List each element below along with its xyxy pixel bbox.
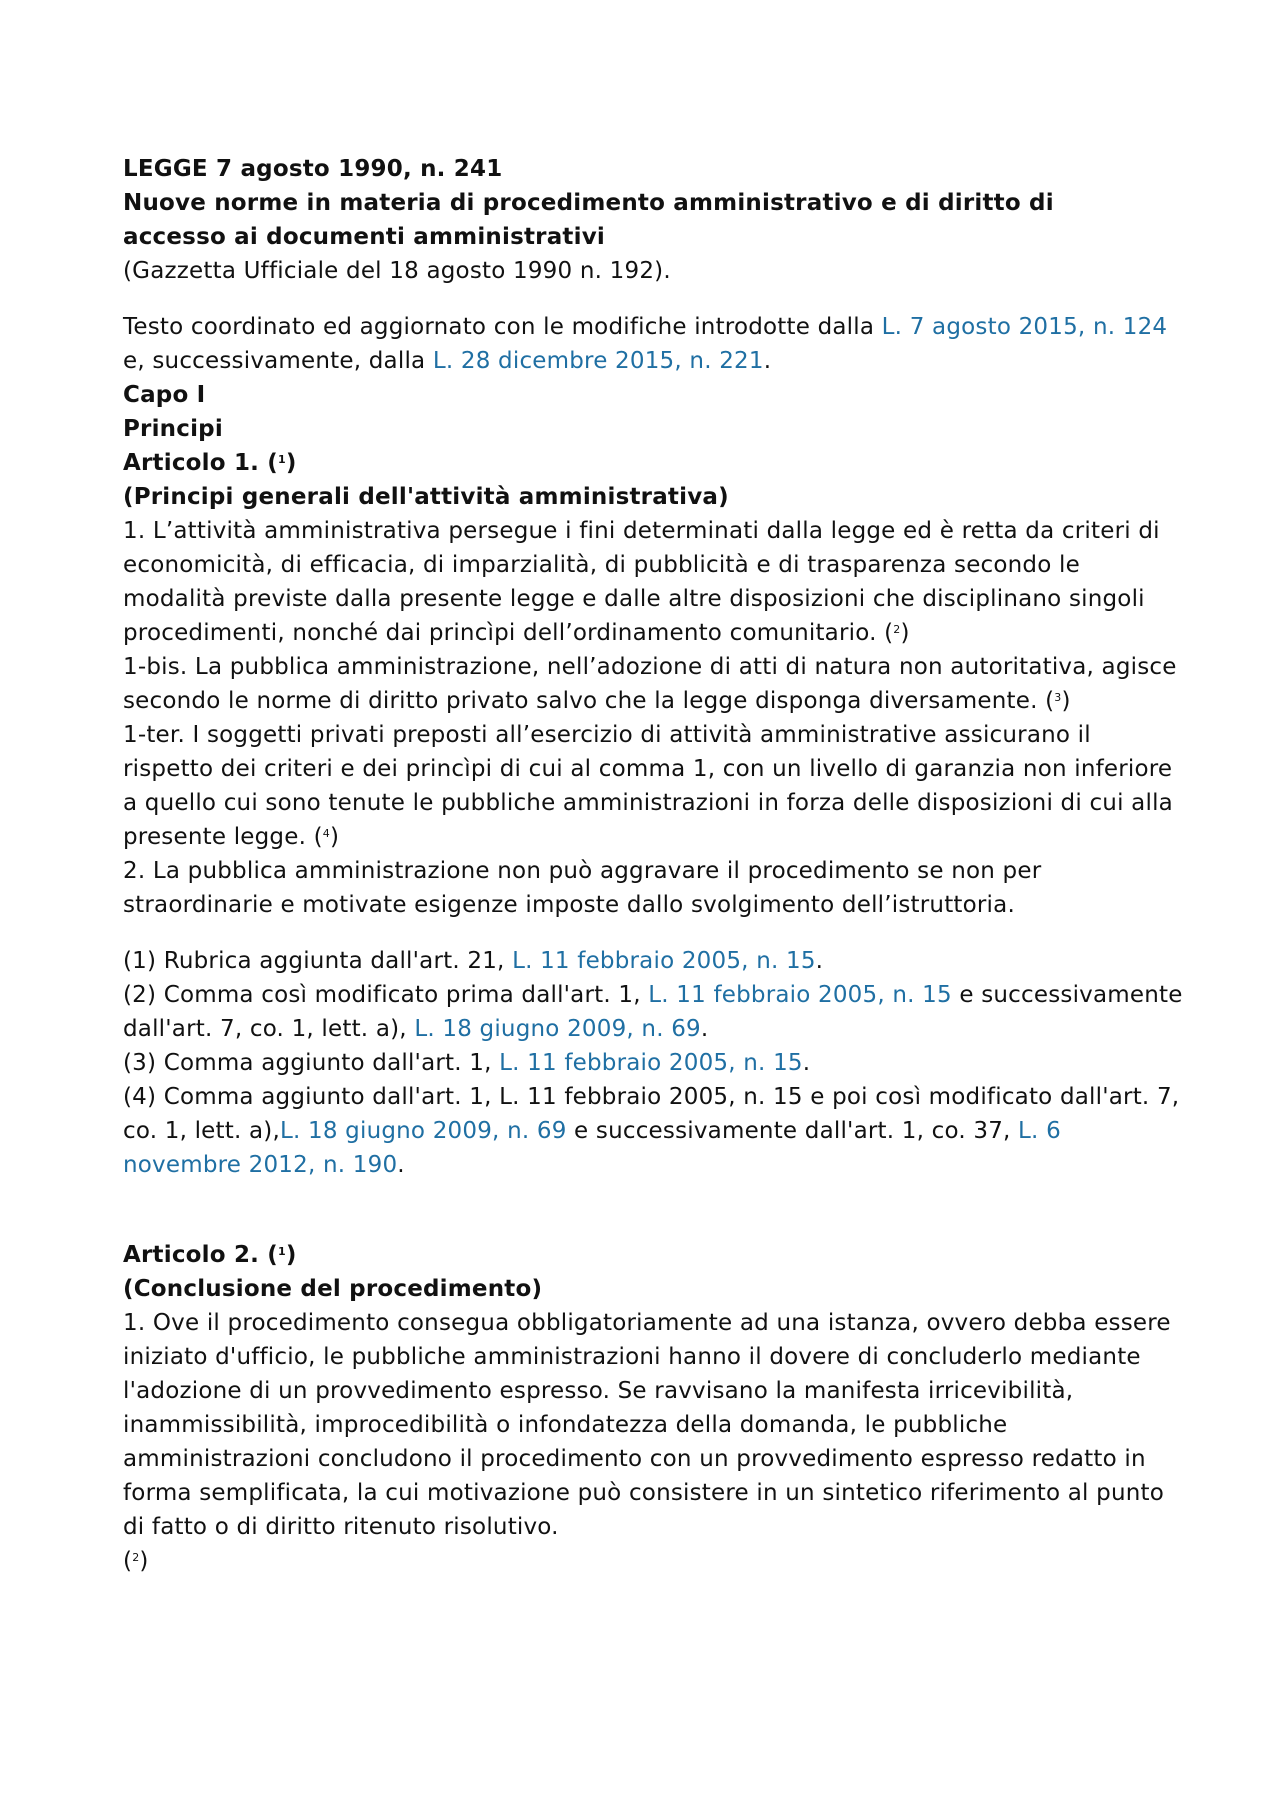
article-2-comma-1-close: ) [139,1548,149,1574]
article-1-heading-text: Articolo 1. ( [123,450,279,476]
article-2-subtitle: (Conclusione del procedimento) [123,1276,543,1302]
footnote-3 [123,1046,1183,1080]
article-2-heading [123,1238,1183,1272]
footnote-2 [123,978,1183,1046]
article-1-heading-close: ) [285,450,297,476]
comma-1ter-close: ) [329,824,340,850]
footnote-3-link[interactable]: L. 11 febbraio 2005, n. 15 [499,1050,803,1076]
article-1-footnote-ref[interactable]: 1 [278,453,286,466]
intro-paragraph [123,310,1183,378]
article-1-heading [123,446,1183,480]
footnote-4-dot: . [397,1152,405,1178]
law-subject-line-2: accesso ai documenti amministrativi [123,224,605,250]
comma-1-footnote-ref[interactable]: 2 [893,623,901,636]
footnote-4 [123,1080,1183,1182]
law-subject-line-1: Nuove norme in materia di procedimento amministrativo e di diritto di [123,190,1054,216]
article-2-heading-close: ) [285,1242,297,1268]
article-2-comma-1-text: 1. Ove il procedimento consegua obbligatoriamente ad una istanza, ovvero debba essere iniziato d'ufficio, le pubbliche amministrazioni hanno il dovere di concluderlo mediante l'adozione di un provvedimento espresso. Se ravvisano la manifesta irricevibilità, inammissibilità, improcedibilità o infondatezza della domanda, le pubbliche amministrazioni concludono il procedimento con un provvedimento espresso redatto in forma semplificata, la cui motivazione può consistere in un sintetico riferimento al punto di fatto o di diritto ritenuto risolutivo. [123,1310,1171,1540]
gazette-reference: (Gazzetta Ufficiale del 18 agosto 1990 n. 192). [123,258,671,284]
article-2-comma-1-open: ( [123,1548,133,1574]
comma-1bis-footnote-ref[interactable]: 3 [1054,691,1062,704]
article-1-comma-1ter [123,718,1183,854]
article-2-comma-1 [123,1306,1183,1578]
article-1-comma-1bis [123,650,1183,718]
intro-text-3: . [763,348,772,374]
footnote-3-dot: . [802,1050,811,1076]
article-1-comma-1 [123,514,1183,650]
intro-text-1: Testo coordinato ed aggiornato con le modifiche introdotte dalla [123,314,882,340]
footnote-2-mid: e successivamente dall'art. 7, co. 1, lett. a), [123,982,1183,1042]
comma-1ter-footnote-ref[interactable]: 4 [322,827,330,840]
document-page [123,152,1183,1578]
comma-1bis-text: 1-bis. La pubblica amministrazione, nell’adozione di atti di natura non autoritativa, agisce secondo le norme di diritto privato salvo che la legge disponga diversamente. ( [123,654,1177,714]
footnote-2-dot: . [700,1016,709,1042]
article-1-comma-2: 2. La pubblica amministrazione non può aggravare il procedimento se non per straordinarie e motivate esigenze imposte dallo svolgimento dell’istruttoria. [123,858,1042,918]
footnote-2-link-1[interactable]: L. 11 febbraio 2005, n. 15 [648,982,952,1008]
chapter-name: Principi [123,416,223,442]
article-2-heading-text: Articolo 2. ( [123,1242,279,1268]
footnote-1 [123,944,1183,978]
footnote-4-link-2[interactable]: L. 6 novembre 2012, n. 190 [123,1118,1061,1178]
article-2-footnote-ref[interactable]: 1 [278,1245,286,1258]
footnote-1-text: (1) Rubrica aggiunta dall'art. 21, [123,948,513,974]
article-1-subtitle: (Principi generali dell'attività amministrativa) [123,484,729,510]
footnote-4-mid: e successivamente dall'art. 1, co. 37, [566,1118,1019,1144]
footnote-4-text: (4) Comma aggiunto dall'art. 1, L. 11 febbraio 2005, n. 15 e poi così modificato dall'art. 7, co. 1, lett. a), [123,1084,1180,1144]
comma-1-text: 1. L’attività amministrativa persegue i fini determinati dalla legge ed è retta da criteri di economicità, di efficacia, di imparzialità, di pubblicità e di trasparenza secondo le modalità previste dalla presente legge e dalle altre disposizioni che disciplinano singoli procedimenti, nonché dai princìpi dell’ordinamento comunitario. ( [123,518,1160,646]
comma-1bis-close: ) [1061,688,1071,714]
footnote-1-dot: . [815,948,824,974]
footnote-2-text: (2) Comma così modificato prima dall'art. 1, [123,982,649,1008]
footnote-2-link-2[interactable]: L. 18 giugno 2009, n. 69 [414,1016,701,1042]
intro-text-2: e, successivamente, dalla [123,348,433,374]
comma-1-close: ) [900,620,910,646]
intro-link-l124[interactable]: L. 7 agosto 2015, n. 124 [881,314,1168,340]
footnote-4-link-1[interactable]: L. 18 giugno 2009, n. 69 [279,1118,567,1144]
intro-link-l221[interactable]: L. 28 dicembre 2015, n. 221 [432,348,764,374]
footnote-3-text: (3) Comma aggiunto dall'art. 1, [123,1050,500,1076]
footnote-1-link[interactable]: L. 11 febbraio 2005, n. 15 [512,948,816,974]
comma-1ter-text: 1-ter. I soggetti privati preposti all’esercizio di attività amministrative assicurano il rispetto dei criteri e dei princìpi di cui al comma 1, con un livello di garanzia non inferiore a quello cui sono tenute le pubbliche amministrazioni in forza delle disposizioni di cui alla presente legge. ( [123,722,1173,850]
chapter-label: Capo I [123,382,206,408]
article-2-comma-1-footnote-ref[interactable]: 2 [132,1551,140,1564]
law-title: LEGGE 7 agosto 1990, n. 241 [123,156,503,182]
